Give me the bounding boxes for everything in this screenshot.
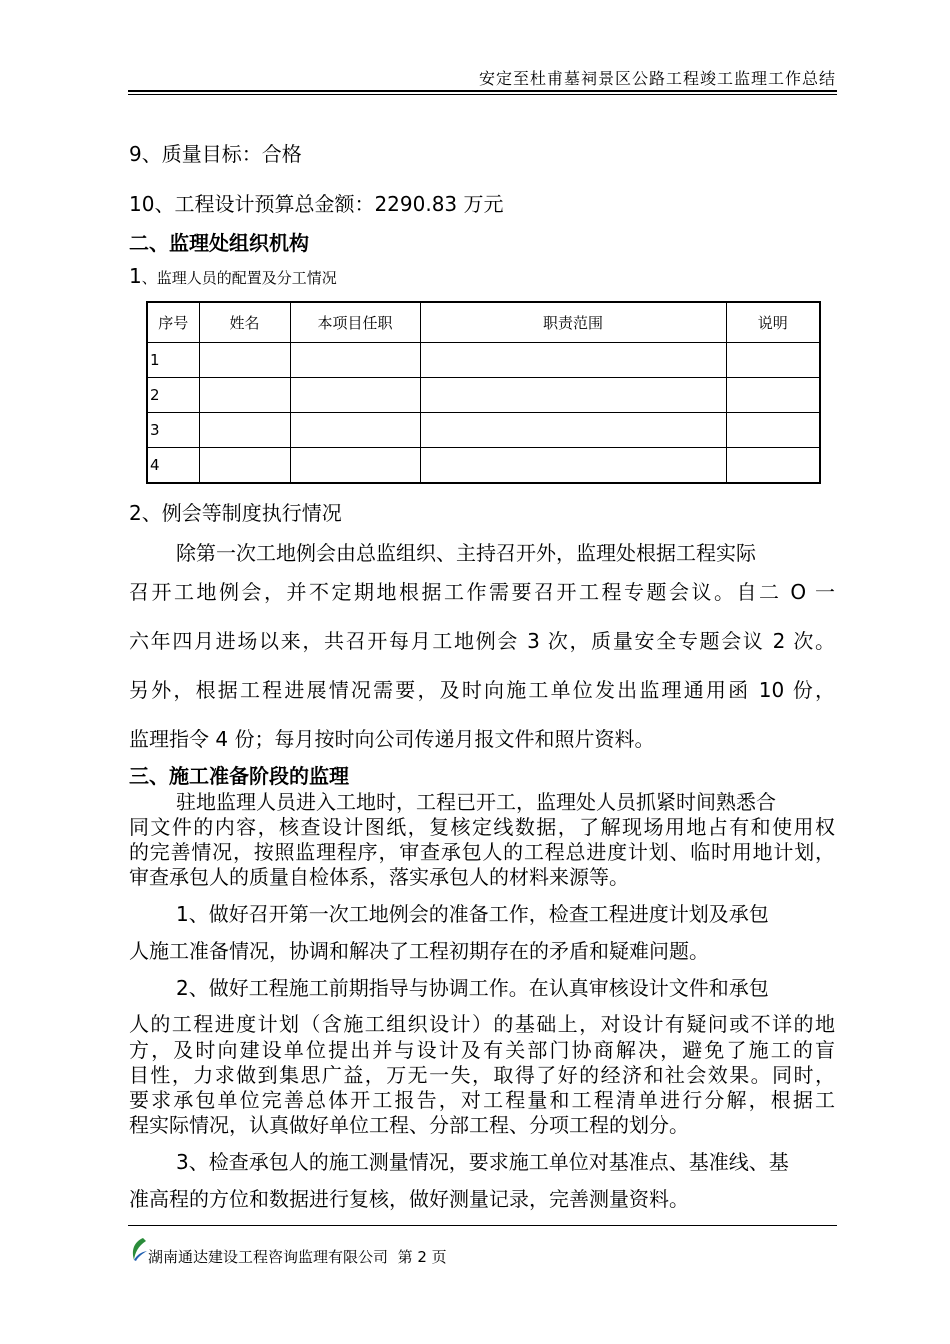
- header-rule: [128, 90, 837, 92]
- table-cell: [726, 378, 820, 413]
- point-2-line: 人的工程进度计划（含施工组织设计）的基础上，对设计有疑问或不详的地: [129, 1012, 835, 1036]
- table-header-cell: 姓名: [199, 302, 290, 343]
- footer-page-number: 第 2 页: [397, 1248, 447, 1266]
- point-2-line: 2、做好工程施工前期指导与协调工作。在认真审核设计文件和承包: [176, 976, 769, 1000]
- table-cell-index: 2: [147, 378, 199, 413]
- budget-total: 10、工程设计预算总金额：2290.83 万元: [129, 192, 504, 216]
- point-2-line: 程实际情况，认真做好单位工程、分部工程、分项工程的划分。: [129, 1113, 689, 1137]
- section-3-title: 三、施工准备阶段的监理: [129, 764, 349, 788]
- meeting-para-line: 六年四月进场以来，共召开每月工地例会 3 次，质量安全专题会议 2 次。: [129, 629, 835, 653]
- subsection-2-2: 2、例会等制度执行情况: [129, 501, 342, 525]
- meeting-para-line: 另外，根据工程进展情况需要，及时向施工单位发出监理通用函 10 份，: [129, 678, 835, 702]
- quality-target: 9、质量目标：合格: [129, 142, 302, 166]
- table-cell: [199, 378, 290, 413]
- prep-para-line: 驻地监理人员进入工地时，工程已开工，监理处人员抓紧时间熟悉合: [176, 790, 776, 814]
- table-cell: [199, 448, 290, 484]
- subsection-text: 、监理人员的配置及分工情况: [141, 269, 337, 287]
- table-header-cell: 职责范围: [420, 302, 726, 343]
- table-header-cell: 序号: [147, 302, 199, 343]
- meeting-para-line: 监理指令 4 份；每月按时向公司传递月报文件和照片资料。: [129, 727, 655, 751]
- point-2-line: 要求承包单位完善总体开工报告，对工程量和工程清单进行分解，根据工: [129, 1088, 835, 1112]
- section-2-title: 二、监理处组织机构: [129, 231, 309, 255]
- footer-company: 湖南通达建设工程咨询监理有限公司: [148, 1248, 389, 1266]
- table-row: [147, 343, 820, 378]
- table-row: [147, 413, 820, 448]
- point-2-line: 方，及时向建设单位提出并与设计及有关部门协商解决，避免了施工的盲: [129, 1038, 835, 1062]
- prep-para-line: 同文件的内容，核查设计图纸，复核定线数据，了解现场用地占有和使用权: [129, 815, 835, 839]
- company-logo-icon: [128, 1236, 148, 1262]
- footer-rule: [128, 1225, 837, 1226]
- table-cell: [420, 413, 726, 448]
- meeting-para-line: 召开工地例会，并不定期地根据工作需要召开工程专题会议。自二 O 一: [129, 580, 835, 604]
- table-cell: [199, 413, 290, 448]
- table-header-cell: 说明: [726, 302, 820, 343]
- table-cell: [726, 413, 820, 448]
- table-header-cell: 本项目任职: [290, 302, 420, 343]
- table-cell: [290, 448, 420, 484]
- table-row: [147, 448, 820, 484]
- table-cell-index: 4: [147, 448, 199, 484]
- table-header-row: [147, 302, 820, 343]
- table-cell: [420, 448, 726, 484]
- table-cell: [420, 378, 726, 413]
- point-1-line: 1、做好召开第一次工地例会的准备工作，检查工程进度计划及承包: [176, 902, 769, 926]
- table-cell: [726, 448, 820, 484]
- prep-para-line: 的完善情况，按照监理程序，审查承包人的工程总进度计划、临时用地计划，: [129, 840, 835, 864]
- staff-table: [146, 301, 821, 484]
- table-cell: [420, 343, 726, 378]
- point-2-line: 目性，力求做到集思广益，万无一失，取得了好的经济和社会效果。同时，: [129, 1063, 835, 1087]
- header-rule-thin: [128, 94, 837, 95]
- point-1-line: 人施工准备情况，协调和解决了工程初期存在的矛盾和疑难问题。: [129, 939, 709, 963]
- point-3-line: 准高程的方位和数据进行复核，做好测量记录，完善测量资料。: [129, 1187, 689, 1211]
- table-cell: [290, 413, 420, 448]
- table-cell: [290, 343, 420, 378]
- meeting-para-line: 除第一次工地例会由总监组织、主持召开外，监理处根据工程实际: [176, 541, 756, 565]
- table-cell-index: 3: [147, 413, 199, 448]
- table-cell: [199, 343, 290, 378]
- footer-text: [148, 1246, 447, 1267]
- table-cell: [290, 378, 420, 413]
- table-row: [147, 378, 820, 413]
- table-cell: [726, 343, 820, 378]
- table-cell-index: 1: [147, 343, 199, 378]
- subsection-number: 1: [129, 264, 142, 288]
- prep-para-line: 审查承包人的质量自检体系，落实承包人的材料来源等。: [129, 865, 629, 889]
- point-3-line: 3、检查承包人的施工测量情况，要求施工单位对基准点、基准线、基: [176, 1150, 789, 1174]
- running-header-title: 安定至杜甫墓祠景区公路工程竣工监理工作总结: [478, 69, 836, 88]
- subsection-2-1: [129, 264, 337, 288]
